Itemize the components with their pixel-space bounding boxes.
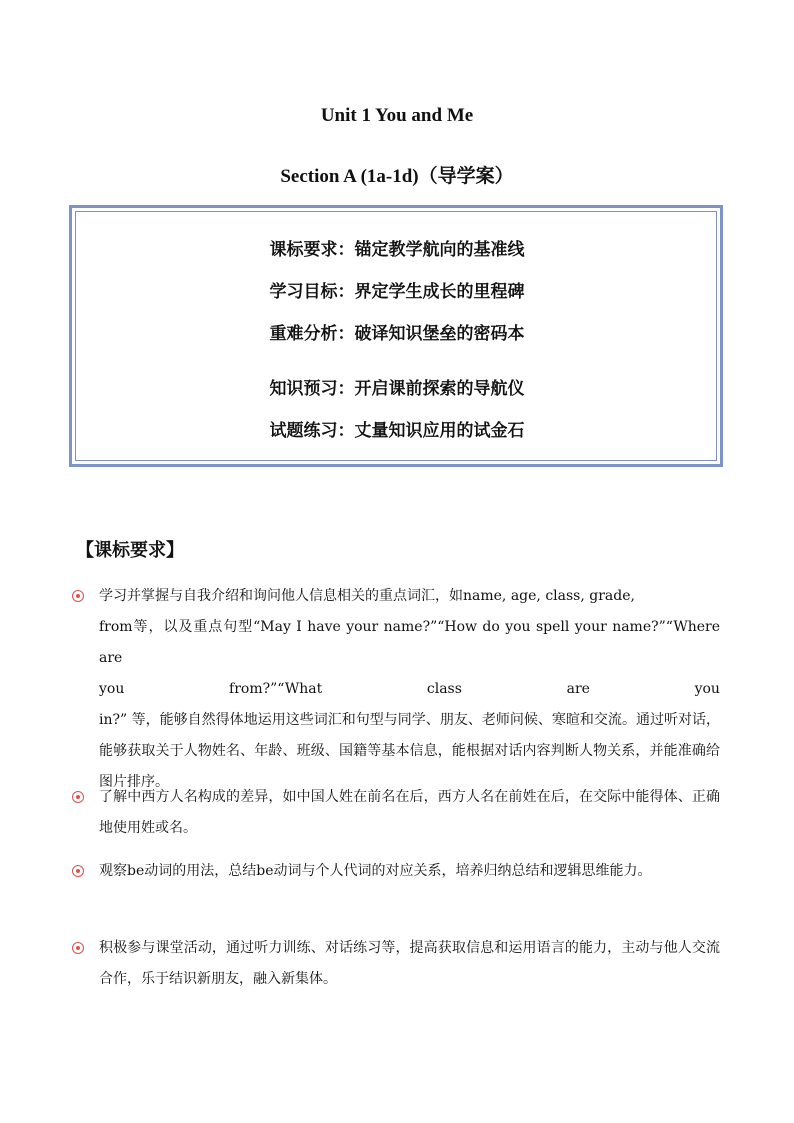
bullet-text-line: you from?”“What class are you	[99, 681, 720, 697]
target-bullet-icon	[72, 942, 84, 954]
page-title: Unit 1 You and Me	[320, 105, 474, 126]
target-bullet-icon	[72, 865, 84, 877]
list-item	[99, 581, 720, 798]
target-bullet-icon	[72, 791, 84, 803]
overview-item-difficulties: 重难分析：破译知识堡垒的密码本	[269, 324, 525, 344]
target-bullet-icon	[72, 590, 84, 602]
bullet-text-line: 学习并掌握与自我介绍和询问他人信息相关的重点词汇，如name, age, class, grade,	[99, 588, 635, 604]
bullet-text-line: from等，以及重点句型“May I have your name?”“How do you spell your name?”“Where are	[99, 619, 720, 666]
bullet-text: 了解中西方人名构成的差异，如中国人姓在前名在后，西方人名在前姓在后，在交际中能得体、正确地使用姓或名。	[99, 789, 720, 836]
bullet-text: 积极参与课堂活动，通过听力训练、对话练习等，提高获取信息和运用语言的能力，主动与他人交流合作，乐于结识新朋友，融入新集体。	[99, 940, 720, 987]
bullet-text-rest: in?” 等，能够自然得体地运用这些词汇和句型与同学、朋友、老师问候、寒暄和交流。通过听对话，能够获取关于人物姓名、年龄、班级、国籍等基本信息，能根据对话内容判断人物关系，并能准确给图片排序。	[99, 712, 720, 790]
list-item	[99, 856, 720, 887]
overview-item-goals: 学习目标：界定学生成长的里程碑	[269, 282, 525, 302]
page-subtitle: Section A (1a-1d)（导学案）	[280, 166, 514, 187]
overview-item-exercises: 试题练习：丈量知识应用的试金石	[269, 421, 525, 441]
section-heading: 【课标要求】	[76, 540, 184, 561]
overview-item-preview: 知识预习：开启课前探索的导航仪	[269, 379, 525, 399]
overview-item-standards: 课标要求：锚定教学航向的基准线	[269, 240, 525, 260]
list-item	[99, 782, 720, 844]
list-item	[99, 933, 720, 995]
bullet-text: 观察be动词的用法，总结be动词与个人代词的对应关系，培养归纳总结和逻辑思维能力。	[99, 863, 652, 879]
